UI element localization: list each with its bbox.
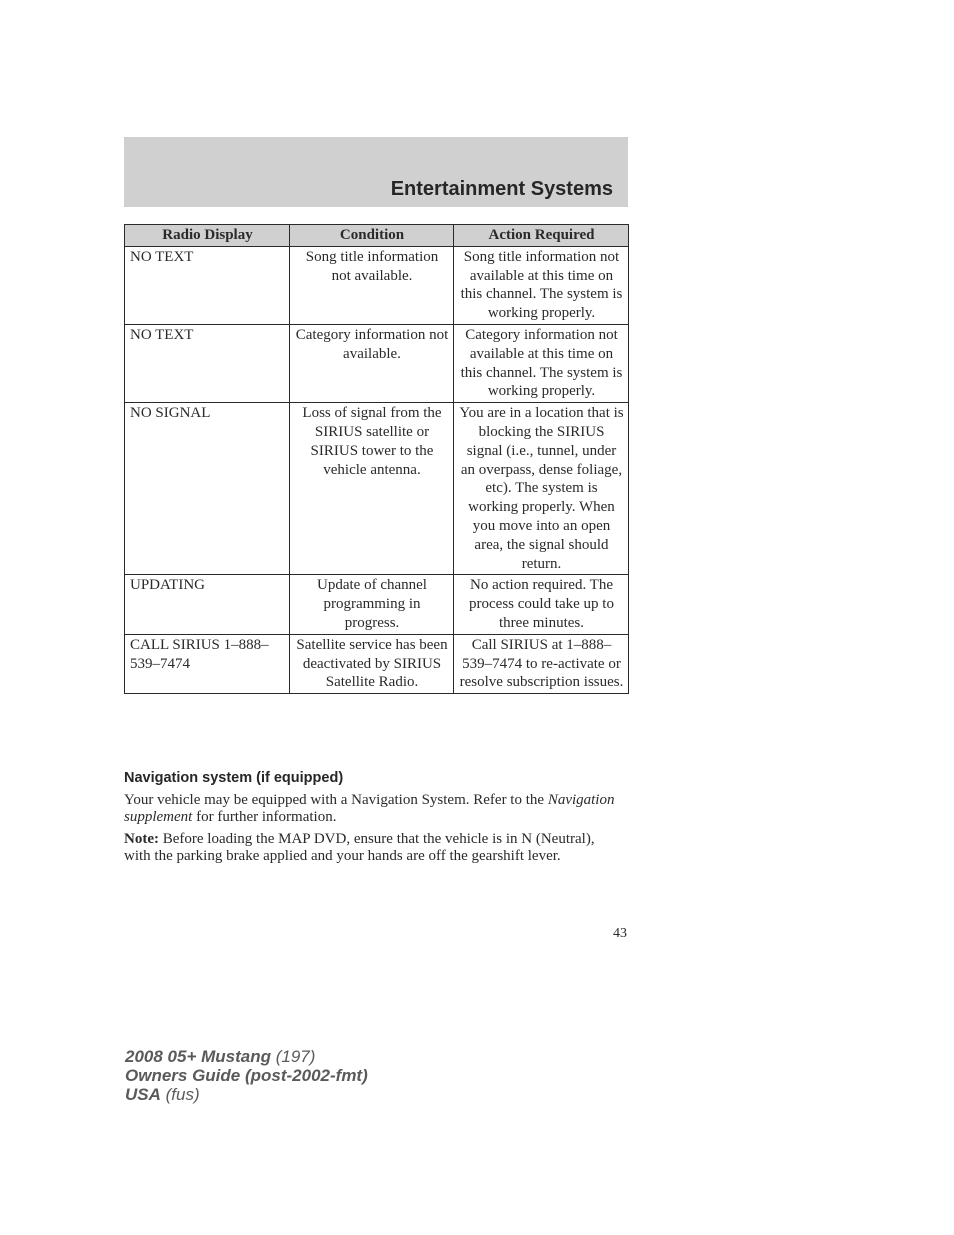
document-footer <box>125 1047 368 1104</box>
footer-line-guide <box>125 1066 368 1085</box>
footer-guide: Owners Guide (post-2002-fmt) <box>125 1066 368 1085</box>
cell-radio-display: NO TEXT <box>125 246 290 324</box>
cell-radio-display: UPDATING <box>125 575 290 634</box>
note-label: Note: <box>124 831 159 847</box>
footer-market: USA <box>125 1085 161 1104</box>
cell-action-required: No action required. The process could take up to three minutes. <box>454 575 629 634</box>
cell-action-required: Category information not available at this time on this channel. The system is working properly. <box>454 324 629 402</box>
table-header-row <box>125 225 629 247</box>
table-row <box>125 324 629 402</box>
table-row <box>125 403 629 575</box>
footer-line-model <box>125 1047 368 1066</box>
cell-condition: Song title information not available. <box>290 246 454 324</box>
note-text: Before loading the MAP DVD, ensure that the vehicle is in N (Neutral), with the parking brake applied and your hands are off the gearshift lever. <box>124 831 595 864</box>
navigation-paragraph <box>124 792 624 826</box>
table-row <box>125 575 629 634</box>
cell-action-required: You are in a location that is blocking the SIRIUS signal (i.e., tunnel, under an overpass, dense foliage, etc). The system is working properly. When you move into an open area, the signal should return. <box>454 403 629 575</box>
navigation-note <box>124 831 624 865</box>
navigation-section-heading: Navigation system (if equipped) <box>124 770 344 786</box>
column-header-condition: Condition <box>290 225 454 247</box>
section-header-band <box>124 137 628 207</box>
footer-line-market <box>125 1085 368 1104</box>
cell-radio-display: NO SIGNAL <box>125 403 290 575</box>
footer-model: 2008 05+ Mustang <box>125 1047 271 1066</box>
table-row <box>125 634 629 693</box>
column-header-radio-display: Radio Display <box>125 225 290 247</box>
cell-radio-display: NO TEXT <box>125 324 290 402</box>
table-row <box>125 246 629 324</box>
cell-condition: Loss of signal from the SIRIUS satellite or SIRIUS tower to the vehicle antenna. <box>290 403 454 575</box>
page-number: 43 <box>613 926 627 941</box>
footer-model-code: (197) <box>275 1047 316 1066</box>
cell-condition: Satellite service has been deactivated by SIRIUS Satellite Radio. <box>290 634 454 693</box>
radio-display-messages-table <box>124 224 629 694</box>
navigation-paragraph-text: Your vehicle may be equipped with a Navigation System. Refer to the <box>124 792 545 808</box>
footer-market-code: (fus) <box>165 1085 200 1104</box>
section-title: Entertainment Systems <box>390 178 613 200</box>
cell-action-required: Song title information not available at this time on this channel. The system is working properly. <box>454 246 629 324</box>
cell-condition: Category information not available. <box>290 324 454 402</box>
cell-action-required: Call SIRIUS at 1–888–539–7474 to re-activate or resolve subscription issues. <box>454 634 629 693</box>
navigation-paragraph-tail: for further information. <box>196 809 337 825</box>
column-header-action-required: Action Required <box>454 225 629 247</box>
cell-radio-display: CALL SIRIUS 1–888–539–7474 <box>125 634 290 693</box>
cell-condition: Update of channel programming in progress. <box>290 575 454 634</box>
navigation-supplement-reference: Navigation supplement <box>124 792 615 825</box>
